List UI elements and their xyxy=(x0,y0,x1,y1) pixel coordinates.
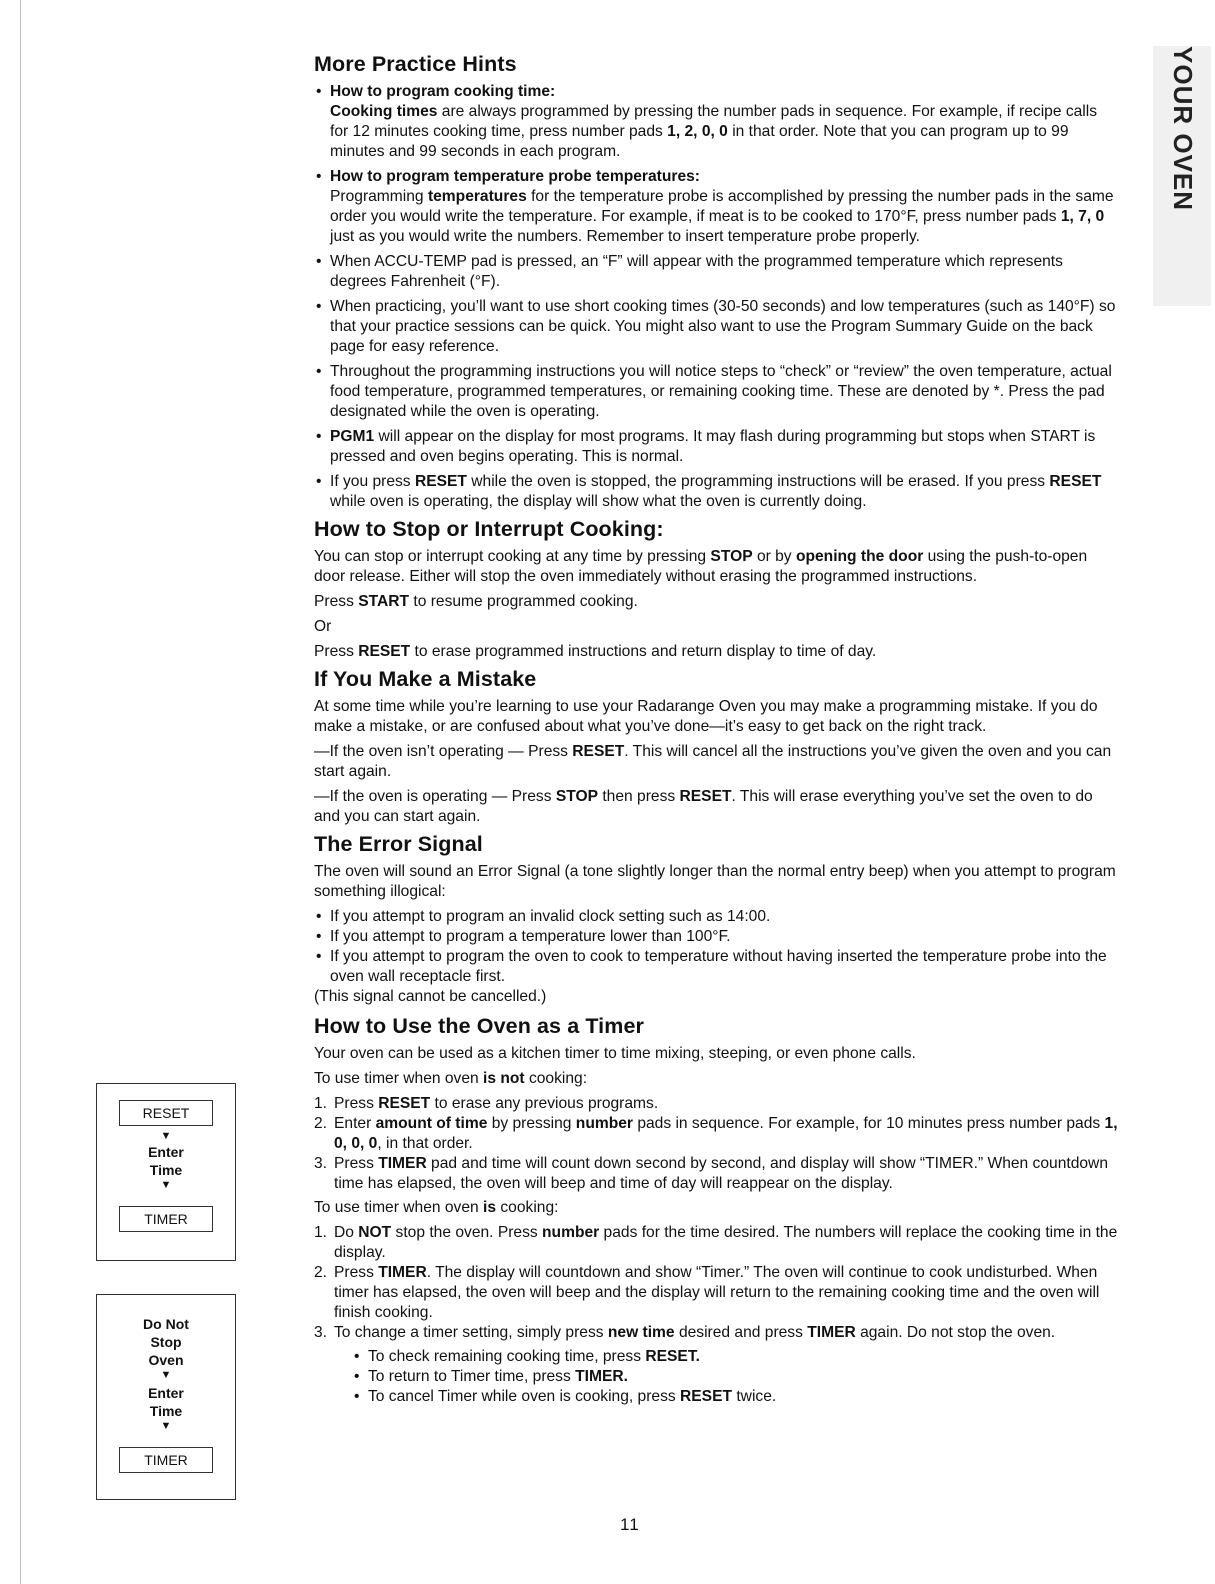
bold-text: number xyxy=(575,1115,633,1132)
hint-item xyxy=(314,82,1119,162)
reset-pad: RESET xyxy=(119,1100,213,1126)
list-item xyxy=(352,1367,1119,1387)
hint-item: • When practicing, you’ll want to use short cooking times (30-50 seconds) and low temperatures (such as 140°F) so that your practice sessions can be quick. You might also want to use the Program Summary Guide on the back page for easy reference. xyxy=(314,297,1119,357)
text: while oven is operating, the display will show what the oven is currently doing. xyxy=(330,493,867,510)
step-number: 1. xyxy=(314,1095,328,1112)
text: Press xyxy=(334,1264,379,1281)
bold-text: amount of time xyxy=(375,1115,488,1132)
bold-text: 1, 0, 0, 0 xyxy=(334,1115,1118,1152)
step-number: 2. xyxy=(314,1115,328,1132)
list-item: • If you attempt to program an invalid clock setting such as 14:00. xyxy=(314,907,1119,927)
bold-text: RESET xyxy=(679,788,732,805)
practice-hints-section xyxy=(314,52,1119,512)
timer-sub-list xyxy=(314,1347,1119,1407)
paragraph: The oven will sound an Error Signal (a tone slightly longer than the normal entry beep) when you attempt to program something illogical: xyxy=(314,863,1116,900)
paragraph xyxy=(314,787,1119,827)
practice-hints-list xyxy=(314,82,1119,512)
text: twice. xyxy=(732,1388,777,1405)
down-arrow-icon: ▼ xyxy=(160,1179,172,1191)
timer-steps-cooking xyxy=(314,1223,1119,1343)
section-tab xyxy=(1153,46,1211,306)
text: If you press xyxy=(330,473,415,490)
bold-text: TIMER. xyxy=(575,1368,628,1385)
bold-text: temperatures xyxy=(427,188,527,205)
text: , in that order. xyxy=(377,1135,473,1152)
text: To use timer when oven xyxy=(314,1199,484,1216)
paragraph: (This signal cannot be cancelled.) xyxy=(314,988,547,1005)
text: Do xyxy=(334,1224,359,1241)
step-label: Time xyxy=(149,1162,183,1178)
text: To check remaining cooking time, press xyxy=(368,1348,646,1365)
bold-text: is xyxy=(483,1199,497,1216)
text: for the temperature probe is accomplished by pressing the number pads in the same order you would write the temperature. For example, if meat is to be cooked to 170°F, press number pads xyxy=(330,188,1114,225)
timer-pad: TIMER xyxy=(119,1206,213,1232)
practice-hints-title: More Practice Hints xyxy=(314,52,517,76)
list-item xyxy=(352,1347,1119,1367)
step-number: 3. xyxy=(314,1155,328,1172)
step-label: Enter xyxy=(148,1144,184,1160)
paragraph xyxy=(314,1069,1119,1089)
paragraph: Your oven can be used as a kitchen timer to time mixing, steeping, or even phone calls. xyxy=(314,1045,916,1062)
hint-heading: How to program temperature probe temperatures: xyxy=(330,168,700,185)
hint-item: • Throughout the programming instructions you will notice steps to “check” or “review” the oven temperature, actual food temperature, programmed temperatures, or remaining cooking time. These are denoted by *. Press the pad designated while the oven is operating. xyxy=(314,362,1119,422)
step-number: 2. xyxy=(314,1264,328,1281)
text: cooking: xyxy=(496,1199,559,1216)
list-item: • If you attempt to program a temperature lower than 100°F. xyxy=(314,927,1119,947)
text: Press xyxy=(334,1095,379,1112)
bold-text: RESET xyxy=(358,643,411,660)
timer-section xyxy=(314,1014,1119,1407)
bold-text: START xyxy=(358,593,410,610)
paragraph: Or xyxy=(314,618,332,635)
text: to resume programmed cooking. xyxy=(409,593,638,610)
step-item xyxy=(314,1154,1119,1194)
step-label: Oven xyxy=(148,1352,184,1368)
step-item xyxy=(314,1223,1119,1263)
bold-text: opening the door xyxy=(795,548,924,565)
list-item xyxy=(352,1387,1119,1407)
text: pads for the time desired. The numbers will replace the cooking time in the display. xyxy=(334,1224,1118,1261)
down-arrow-icon: ▼ xyxy=(160,1130,172,1142)
step-item xyxy=(314,1323,1119,1343)
text: will appear on the display for most programs. It may flash during programming but stops when START is pressed and oven begins operating. This is normal. xyxy=(330,428,1096,465)
paragraph xyxy=(314,642,1119,662)
paragraph xyxy=(314,1198,1119,1218)
main-content xyxy=(314,52,1119,1407)
down-arrow-icon: ▼ xyxy=(160,1369,172,1381)
text: or by xyxy=(752,548,796,565)
mistake-title: If You Make a Mistake xyxy=(314,667,537,691)
step-item xyxy=(314,1263,1119,1323)
left-margin-rule xyxy=(20,0,21,1584)
bold-text: RESET. xyxy=(645,1348,700,1365)
error-signal-title: The Error Signal xyxy=(314,832,483,856)
text: To use timer when oven xyxy=(314,1070,484,1087)
text: . The display will countdown and show “Timer.” The oven will continue to cook undisturbed. When timer has elapsed, the oven will beep and the display will return to the remaining cooking time and the oven will finish cooking. xyxy=(334,1264,1100,1321)
mistake-section xyxy=(314,667,1119,827)
bold-text: is not xyxy=(483,1070,525,1087)
timer-diagram-not-cooking xyxy=(96,1083,236,1261)
step-label: Enter xyxy=(148,1385,184,1401)
paragraph xyxy=(314,742,1119,782)
bold-text: TIMER xyxy=(378,1264,427,1281)
timer-diagram-cooking xyxy=(96,1294,236,1500)
text: . This will erase everything you’ve set the oven to do and you can start again. xyxy=(314,788,1093,825)
paragraph xyxy=(314,592,1119,612)
text: to erase programmed instructions and return display to time of day. xyxy=(410,643,877,660)
text: Enter xyxy=(334,1115,376,1132)
text: in that order. Note that you can program up to 99 minutes and 99 seconds in each program. xyxy=(330,123,1069,160)
step-label: Time xyxy=(149,1403,183,1419)
timer-title: How to Use the Oven as a Timer xyxy=(314,1014,644,1038)
bold-text: number xyxy=(542,1224,600,1241)
text: To change a timer setting, simply press xyxy=(334,1324,608,1341)
list-item: • If you attempt to program the oven to cook to temperature without having inserted the temperature probe into the oven wall receptacle first. xyxy=(314,947,1119,987)
text: then press xyxy=(598,788,680,805)
bold-text: PGM1 xyxy=(330,428,375,445)
bold-text: TIMER xyxy=(378,1155,427,1172)
text: pads in sequence. For example, for 10 minutes press number pads xyxy=(632,1115,1105,1132)
text: by pressing xyxy=(487,1115,576,1132)
step-item xyxy=(314,1114,1119,1154)
error-signal-section xyxy=(314,832,1119,1007)
paragraph xyxy=(314,547,1119,587)
text: using the push-to-open door release. Either will stop the oven immediately without erasing the programmed instructions. xyxy=(314,548,1088,585)
text: while the oven is stopped, the programming instructions will be erased. If you press xyxy=(466,473,1050,490)
text: . This will cancel all the instructions you’ve given the oven and you can start again. xyxy=(314,743,1112,780)
text: are always programmed by pressing the number pads in sequence. For example, if recipe calls for 12 minutes cooking time, press number pads xyxy=(330,103,1098,140)
text: Press xyxy=(314,593,359,610)
timer-pad: TIMER xyxy=(119,1447,213,1473)
text: to erase any previous programs. xyxy=(430,1095,659,1112)
text: —If the oven is operating — Press xyxy=(314,788,556,805)
text: Press xyxy=(334,1155,379,1172)
page-number: 11 xyxy=(620,1515,640,1534)
hint-heading: How to program cooking time: xyxy=(330,83,556,100)
step-number: 1. xyxy=(314,1224,328,1241)
stop-cooking-section xyxy=(314,517,1119,662)
step-label: Do Not xyxy=(143,1316,189,1332)
bold-text: RESET xyxy=(680,1388,733,1405)
text: Press xyxy=(314,643,359,660)
bold-text: NOT xyxy=(358,1224,392,1241)
text: pad and time will count down second by second, and display will show “TIMER.” When countdown time has elapsed, the oven will beep and time of day will reappear on the display. xyxy=(334,1155,1108,1192)
text: again. Do not stop the oven. xyxy=(855,1324,1056,1341)
text: You can stop or interrupt cooking at any time by pressing xyxy=(314,548,711,565)
text: To return to Timer time, press xyxy=(368,1368,576,1385)
error-list xyxy=(314,907,1119,987)
hint-item xyxy=(314,472,1119,512)
text: —If the oven isn’t operating — Press xyxy=(314,743,573,760)
bold-text: RESET xyxy=(572,743,625,760)
bold-text: RESET xyxy=(378,1095,431,1112)
text: stop the oven. Press xyxy=(391,1224,543,1241)
step-number: 3. xyxy=(314,1324,328,1341)
bold-text: RESET xyxy=(1049,473,1102,490)
bold-text: new time xyxy=(607,1324,675,1341)
bold-text: RESET xyxy=(414,473,467,490)
paragraph: At some time while you’re learning to use your Radarange Oven you may make a programming mistake. If you do make a mistake, or are confused about what you’ve done—it’s easy to get back on the right track. xyxy=(314,698,1098,735)
hint-item: • When ACCU-TEMP pad is pressed, an “F” will appear with the programmed temperature which represents degrees Fahrenheit (°F). xyxy=(314,252,1119,292)
text: To cancel Timer while oven is cooking, press xyxy=(368,1388,681,1405)
bold-text: 1, 2, 0, 0 xyxy=(667,123,728,140)
bold-text: 1, 7, 0 xyxy=(1060,208,1105,225)
section-tab-label: YOUR OVEN xyxy=(1168,46,1198,212)
bold-text: STOP xyxy=(555,788,599,805)
bold-text: STOP xyxy=(710,548,753,565)
stop-cooking-title: How to Stop or Interrupt Cooking: xyxy=(314,517,664,541)
bold-text: Cooking times xyxy=(330,103,438,120)
step-label: Stop xyxy=(150,1334,182,1350)
text: desired and press xyxy=(674,1324,808,1341)
step-item xyxy=(314,1094,1119,1114)
text: just as you would write the numbers. Remember to insert temperature probe properly. xyxy=(330,228,920,245)
timer-steps-not-cooking xyxy=(314,1094,1119,1194)
bold-text: TIMER xyxy=(807,1324,856,1341)
hint-item xyxy=(314,427,1119,467)
text: cooking: xyxy=(524,1070,588,1087)
hint-item xyxy=(314,167,1119,247)
down-arrow-icon: ▼ xyxy=(160,1420,172,1432)
text: Programming xyxy=(330,188,428,205)
